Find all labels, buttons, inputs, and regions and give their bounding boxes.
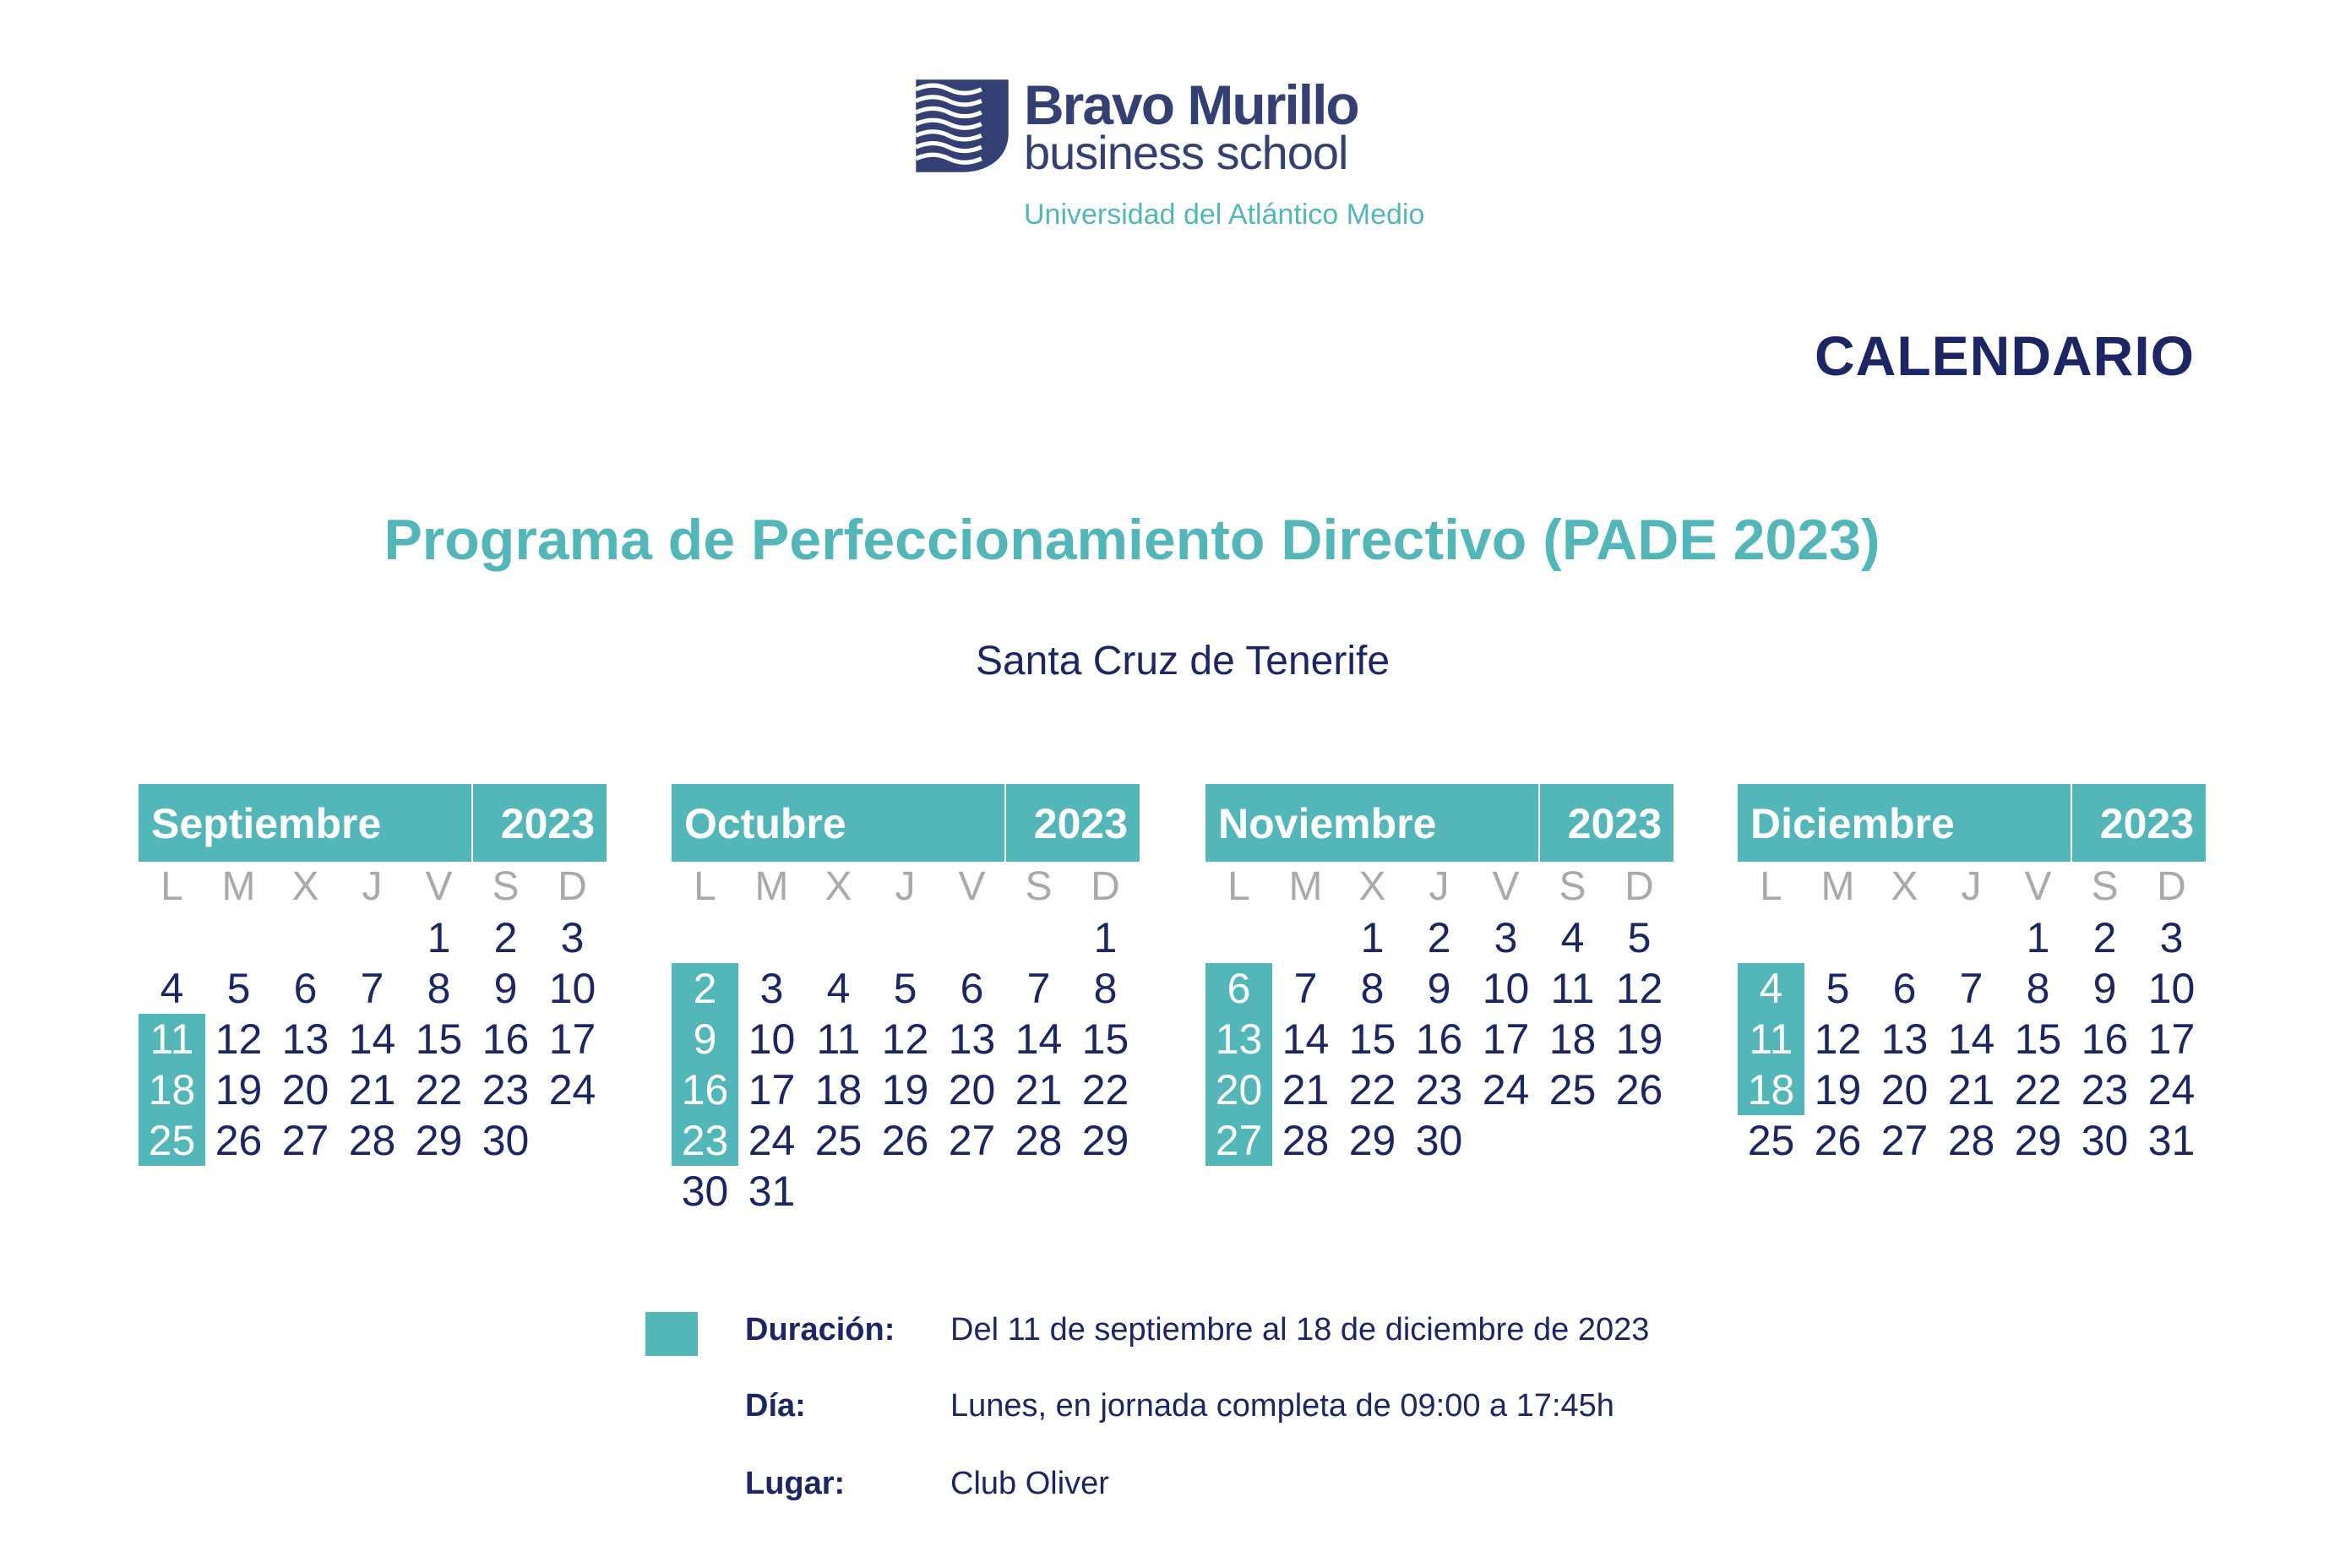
class-day-cell: 13 bbox=[1205, 1014, 1272, 1064]
week-row bbox=[1738, 1014, 2206, 1064]
day-cell: 5 bbox=[226, 965, 251, 1012]
month-calendar bbox=[672, 784, 1140, 1217]
day-cell: 8 bbox=[427, 965, 451, 1012]
weekday-label: V bbox=[2024, 864, 2052, 909]
day-cell: 5 bbox=[1627, 914, 1652, 961]
weekday-label: J bbox=[1961, 864, 1982, 909]
day-cell: 28 bbox=[1015, 1117, 1063, 1164]
program-title: Programa de Perfeccionamiento Directivo (PADE 2023) bbox=[384, 508, 1880, 572]
week-row bbox=[672, 1166, 1140, 1217]
day-cell: 23 bbox=[2081, 1066, 2129, 1113]
day-cell: 28 bbox=[1282, 1117, 1330, 1164]
empty-day-cell bbox=[272, 912, 339, 963]
week-row bbox=[672, 1064, 1140, 1115]
empty-day-cell bbox=[738, 912, 805, 963]
weekday-label: D bbox=[558, 864, 587, 909]
day-cell: 26 bbox=[215, 1117, 263, 1164]
class-day-cell: 9 bbox=[672, 1014, 738, 1064]
class-day-cell: 18 bbox=[139, 1064, 205, 1115]
day-cell: 3 bbox=[560, 914, 585, 961]
day-cell: 22 bbox=[2014, 1066, 2062, 1113]
empty-day-cell bbox=[1871, 912, 1938, 963]
day-cell: 8 bbox=[1360, 965, 1385, 1012]
weekday-label: J bbox=[362, 864, 383, 909]
day-cell: 30 bbox=[1415, 1117, 1463, 1164]
month-name: Diciembre bbox=[1750, 800, 1955, 847]
month-name: Octubre bbox=[684, 800, 846, 847]
empty-day-cell bbox=[1539, 1115, 1606, 1166]
weekday-label: D bbox=[2157, 864, 2186, 909]
weekday-label: M bbox=[221, 864, 256, 909]
day-cell: 1 bbox=[1093, 914, 1118, 961]
day-cell: 28 bbox=[1947, 1117, 1995, 1164]
day-cell: 16 bbox=[482, 1015, 530, 1063]
empty-day-cell bbox=[339, 912, 405, 963]
weekday-row bbox=[1205, 862, 1673, 912]
day-cell: 22 bbox=[1081, 1066, 1129, 1113]
empty-day-cell bbox=[1205, 912, 1272, 963]
weekday-label: V bbox=[958, 864, 986, 909]
day-label: Día: bbox=[745, 1388, 806, 1424]
weekday-label: S bbox=[1559, 864, 1586, 909]
month-year: 2023 bbox=[1033, 800, 1128, 847]
class-day-cell: 11 bbox=[1738, 1014, 1804, 1064]
logo-university: Universidad del Atlántico Medio bbox=[1024, 199, 1425, 231]
day-cell: 10 bbox=[2147, 965, 2196, 1012]
empty-day-cell bbox=[805, 912, 872, 963]
day-value: Lunes, en jornada completa de 09:00 a 17:45h bbox=[950, 1388, 1614, 1424]
day-cell: 3 bbox=[2159, 914, 2184, 961]
week-row bbox=[672, 912, 1140, 963]
empty-day-cell bbox=[672, 912, 738, 963]
day-cell: 29 bbox=[2014, 1117, 2062, 1164]
month-year: 2023 bbox=[1567, 800, 1662, 847]
day-cell: 9 bbox=[493, 965, 518, 1012]
day-cell: 27 bbox=[1880, 1117, 1929, 1164]
week-row bbox=[139, 1014, 607, 1064]
day-cell: 21 bbox=[1282, 1066, 1330, 1113]
month-calendar bbox=[1738, 784, 2206, 1166]
empty-day-cell bbox=[939, 912, 1005, 963]
day-cell: 1 bbox=[427, 914, 451, 961]
weekday-label: S bbox=[2091, 864, 2119, 909]
day-cell: 15 bbox=[1348, 1015, 1396, 1063]
day-cell: 14 bbox=[348, 1015, 396, 1063]
week-row bbox=[1738, 912, 2206, 963]
day-cell: 13 bbox=[948, 1015, 996, 1063]
day-cell: 26 bbox=[1814, 1117, 1862, 1164]
empty-day-cell bbox=[1072, 1166, 1139, 1217]
day-cell: 18 bbox=[1548, 1015, 1597, 1063]
day-cell: 11 bbox=[1550, 965, 1595, 1012]
weekday-row bbox=[139, 862, 607, 912]
month-calendar bbox=[139, 784, 607, 1166]
empty-day-cell bbox=[139, 912, 205, 963]
weekday-label: X bbox=[824, 864, 852, 909]
weekday-label: X bbox=[291, 864, 319, 909]
week-row bbox=[139, 1064, 607, 1115]
day-cell: 15 bbox=[1081, 1015, 1129, 1063]
week-row bbox=[1738, 1064, 2206, 1115]
day-cell: 28 bbox=[348, 1117, 396, 1164]
day-cell: 5 bbox=[1826, 965, 1850, 1012]
day-cell: 29 bbox=[1081, 1117, 1129, 1164]
day-cell: 6 bbox=[1892, 965, 1917, 1012]
day-cell: 31 bbox=[748, 1168, 796, 1215]
class-day-cell: 2 bbox=[672, 963, 738, 1014]
day-cell: 30 bbox=[482, 1117, 530, 1164]
class-day-cell: 16 bbox=[672, 1064, 738, 1115]
day-cell: 17 bbox=[748, 1066, 796, 1113]
day-cell: 19 bbox=[215, 1066, 263, 1113]
day-cell: 18 bbox=[814, 1066, 863, 1113]
day-cell: 25 bbox=[1548, 1066, 1597, 1113]
month-name: Septiembre bbox=[151, 800, 382, 847]
day-cell: 23 bbox=[482, 1066, 530, 1113]
weekday-label: L bbox=[1227, 864, 1250, 909]
day-cell: 30 bbox=[2081, 1117, 2129, 1164]
empty-day-cell bbox=[1606, 1115, 1673, 1166]
weekday-label: L bbox=[694, 864, 716, 909]
day-cell: 10 bbox=[548, 965, 596, 1012]
week-row bbox=[672, 1014, 1140, 1064]
day-cell: 2 bbox=[493, 914, 518, 961]
day-cell: 17 bbox=[548, 1015, 596, 1063]
weekday-label: J bbox=[895, 864, 916, 909]
day-cell: 8 bbox=[2026, 965, 2050, 1012]
empty-day-cell bbox=[1005, 1166, 1072, 1217]
day-cell: 13 bbox=[281, 1015, 329, 1063]
day-cell: 7 bbox=[1026, 965, 1051, 1012]
weekday-label: L bbox=[161, 864, 183, 909]
empty-day-cell bbox=[1938, 912, 2005, 963]
month-calendar bbox=[1205, 784, 1673, 1166]
empty-day-cell bbox=[1272, 912, 1339, 963]
day-cell: 6 bbox=[960, 965, 984, 1012]
weekday-row bbox=[1738, 862, 2206, 912]
class-day-cell: 23 bbox=[672, 1115, 738, 1166]
day-cell: 23 bbox=[1415, 1066, 1463, 1113]
day-cell: 7 bbox=[1959, 965, 1984, 1012]
waves-shield-icon bbox=[914, 78, 1010, 174]
weekday-row bbox=[672, 862, 1140, 912]
duration-value: Del 11 de septiembre al 18 de diciembre de 2023 bbox=[950, 1312, 1650, 1348]
day-cell: 29 bbox=[415, 1117, 463, 1164]
page-title: CALENDARIO bbox=[1815, 324, 2195, 387]
day-cell: 9 bbox=[2092, 965, 2117, 1012]
class-day-cell: 27 bbox=[1205, 1115, 1272, 1166]
day-cell: 24 bbox=[548, 1066, 596, 1113]
class-day-cell: 25 bbox=[139, 1115, 205, 1166]
class-day-cell: 6 bbox=[1205, 963, 1272, 1014]
day-cell: 13 bbox=[1880, 1015, 1929, 1063]
month-header bbox=[1738, 784, 2206, 862]
week-row bbox=[139, 963, 607, 1014]
empty-day-cell bbox=[1804, 912, 1871, 963]
day-cell: 26 bbox=[1615, 1066, 1663, 1113]
month-name: Noviembre bbox=[1218, 800, 1437, 847]
week-row bbox=[1205, 963, 1673, 1014]
day-cell: 19 bbox=[1615, 1015, 1663, 1063]
weekday-label: J bbox=[1428, 864, 1450, 909]
weekday-label: X bbox=[1358, 864, 1386, 909]
day-cell: 14 bbox=[1015, 1015, 1063, 1063]
day-cell: 15 bbox=[2014, 1015, 2062, 1063]
day-cell: 4 bbox=[1560, 914, 1585, 961]
class-day-cell: 20 bbox=[1205, 1064, 1272, 1115]
empty-day-cell bbox=[872, 1166, 939, 1217]
day-cell: 21 bbox=[1947, 1066, 1995, 1113]
place-value: Club Oliver bbox=[950, 1466, 1109, 1501]
weekday-label: D bbox=[1091, 864, 1120, 909]
class-day-cell: 18 bbox=[1738, 1064, 1804, 1115]
day-cell: 4 bbox=[160, 965, 184, 1012]
day-cell: 19 bbox=[1814, 1066, 1862, 1113]
program-location: Santa Cruz de Tenerife bbox=[975, 639, 1390, 683]
day-cell: 21 bbox=[1015, 1066, 1063, 1113]
week-row bbox=[1738, 963, 2206, 1014]
day-cell: 10 bbox=[748, 1015, 796, 1063]
empty-day-cell bbox=[539, 1115, 606, 1166]
day-cell: 14 bbox=[1282, 1015, 1330, 1063]
day-cell: 3 bbox=[759, 965, 784, 1012]
day-cell: 19 bbox=[881, 1066, 929, 1113]
weekday-label: M bbox=[754, 864, 789, 909]
month-header bbox=[672, 784, 1140, 862]
class-day-cell: 11 bbox=[139, 1014, 205, 1064]
empty-day-cell bbox=[1472, 1115, 1539, 1166]
day-cell: 27 bbox=[281, 1117, 329, 1164]
day-cell: 12 bbox=[1615, 965, 1663, 1012]
day-cell: 12 bbox=[1814, 1015, 1862, 1063]
day-cell: 1 bbox=[1360, 914, 1385, 961]
empty-day-cell bbox=[939, 1166, 1005, 1217]
month-header bbox=[139, 784, 607, 862]
day-cell: 2 bbox=[2092, 914, 2117, 961]
month-year: 2023 bbox=[500, 800, 595, 847]
month-header bbox=[1205, 784, 1673, 862]
logo-subtitle: business school bbox=[1024, 126, 1348, 179]
empty-day-cell bbox=[1738, 912, 1804, 963]
week-row bbox=[672, 1115, 1140, 1166]
weekday-label: M bbox=[1820, 864, 1855, 909]
month-year: 2023 bbox=[2099, 800, 2194, 847]
place-label: Lugar: bbox=[745, 1466, 846, 1501]
day-cell: 12 bbox=[215, 1015, 263, 1063]
weekday-label: X bbox=[1891, 864, 1918, 909]
weekday-label: S bbox=[492, 864, 520, 909]
day-cell: 3 bbox=[1494, 914, 1518, 961]
duration-label: Duración: bbox=[745, 1312, 895, 1348]
day-cell: 10 bbox=[1482, 965, 1530, 1012]
day-cell: 17 bbox=[2147, 1015, 2196, 1063]
week-row bbox=[1205, 912, 1673, 963]
day-cell: 26 bbox=[881, 1117, 929, 1164]
weekday-label: M bbox=[1288, 864, 1323, 909]
day-cell: 8 bbox=[1093, 965, 1118, 1012]
day-cell: 24 bbox=[748, 1117, 796, 1164]
week-row bbox=[139, 1115, 607, 1166]
day-cell: 16 bbox=[2081, 1015, 2129, 1063]
day-cell: 9 bbox=[1427, 965, 1451, 1012]
logo-name: Bravo Murillo bbox=[1024, 74, 1358, 136]
day-cell: 24 bbox=[1482, 1066, 1530, 1113]
day-cell: 25 bbox=[1747, 1117, 1795, 1164]
legend-swatch bbox=[645, 1312, 698, 1356]
day-cell: 2 bbox=[1427, 914, 1451, 961]
day-cell: 31 bbox=[2147, 1117, 2196, 1164]
empty-day-cell bbox=[805, 1166, 872, 1217]
day-cell: 20 bbox=[1880, 1066, 1929, 1113]
day-cell: 21 bbox=[348, 1066, 396, 1113]
day-cell: 7 bbox=[360, 965, 384, 1012]
day-cell: 15 bbox=[415, 1015, 463, 1063]
day-cell: 12 bbox=[881, 1015, 929, 1063]
school-logo bbox=[914, 76, 1455, 245]
day-cell: 27 bbox=[948, 1117, 996, 1164]
day-cell: 1 bbox=[2026, 914, 2050, 961]
day-cell: 11 bbox=[816, 1015, 861, 1063]
class-day-cell: 4 bbox=[1738, 963, 1804, 1014]
week-row bbox=[139, 912, 607, 963]
empty-day-cell bbox=[205, 912, 272, 963]
day-cell: 14 bbox=[1947, 1015, 1995, 1063]
empty-day-cell bbox=[1005, 912, 1072, 963]
weekday-label: S bbox=[1025, 864, 1053, 909]
week-row bbox=[1205, 1115, 1673, 1166]
day-cell: 20 bbox=[948, 1066, 996, 1113]
weekday-label: L bbox=[1760, 864, 1782, 909]
day-cell: 22 bbox=[415, 1066, 463, 1113]
day-cell: 25 bbox=[814, 1117, 863, 1164]
day-cell: 7 bbox=[1293, 965, 1318, 1012]
day-cell: 6 bbox=[293, 965, 318, 1012]
day-cell: 17 bbox=[1482, 1015, 1530, 1063]
weekday-label: D bbox=[1624, 864, 1654, 909]
week-row bbox=[1738, 1115, 2206, 1166]
day-cell: 5 bbox=[893, 965, 917, 1012]
day-cell: 4 bbox=[826, 965, 851, 1012]
empty-day-cell bbox=[872, 912, 939, 963]
day-cell: 22 bbox=[1348, 1066, 1396, 1113]
day-cell: 30 bbox=[681, 1168, 729, 1215]
week-row bbox=[672, 963, 1140, 1014]
week-row bbox=[1205, 1064, 1673, 1115]
weekday-label: V bbox=[425, 864, 453, 909]
day-cell: 20 bbox=[281, 1066, 329, 1113]
day-cell: 16 bbox=[1415, 1015, 1463, 1063]
day-cell: 24 bbox=[2147, 1066, 2196, 1113]
weekday-label: V bbox=[1492, 864, 1520, 909]
day-cell: 29 bbox=[1348, 1117, 1396, 1164]
week-row bbox=[1205, 1014, 1673, 1064]
